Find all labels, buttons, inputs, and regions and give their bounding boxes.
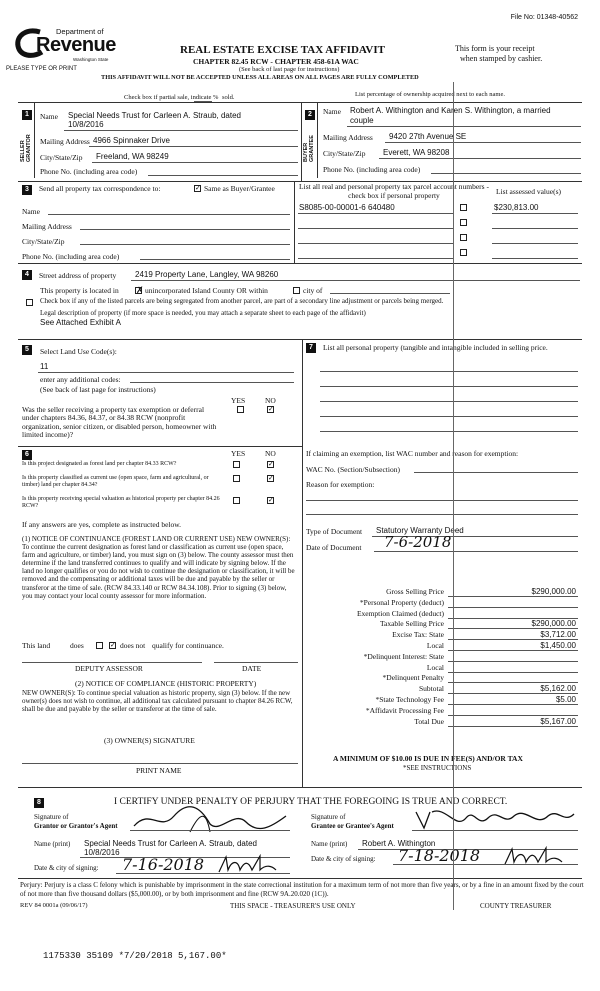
tax-row-label: Local (426, 663, 444, 672)
tax-row-label: Local (426, 641, 444, 650)
tax-row-label: Subtotal (418, 684, 444, 693)
corr-phone-field[interactable] (140, 259, 290, 260)
exemption-no-checkbox[interactable]: ✓ (268, 405, 274, 413)
personal-property-checkbox-1[interactable] (460, 204, 467, 211)
tax-row-label: Taxable Selling Price (379, 619, 444, 628)
tax-row-label: *Delinquent Interest: State (363, 652, 444, 661)
buyer-name-value[interactable]: Robert A. Withington and Karen S. Withington, a married (350, 106, 551, 115)
current-use-yes-checkbox[interactable] (233, 475, 240, 482)
deputy-assessor-sig-line[interactable] (22, 662, 202, 663)
tax-row-line (448, 650, 578, 651)
tax-row-line (448, 628, 578, 629)
tax-row-label: Total Due (414, 717, 444, 726)
tax-row-value[interactable]: $5,162.00 (540, 684, 576, 693)
same-as-buyer-checkbox[interactable]: ✓ (195, 184, 201, 192)
ownership-note: List percentage of ownership acquired next to each name. (355, 91, 505, 98)
county-treasurer-label: COUNTY TREASURER (480, 902, 552, 910)
tax-row-label: Excise Tax: State (392, 630, 444, 639)
type-or-print: PLEASE TYPE OR PRINT (6, 66, 77, 72)
does-not-qualify-checkbox[interactable]: ✓ (110, 641, 116, 649)
tax-row-label: *Delinquent Penalty (382, 673, 444, 682)
tax-row-value[interactable]: $5,167.00 (540, 717, 576, 726)
file-number: File No: 01348-40562 (510, 14, 578, 21)
tax-row-value[interactable]: $290,000.00 (531, 587, 576, 596)
tax-row-value[interactable]: $3,712.00 (540, 630, 576, 639)
tax-row-line (448, 726, 578, 727)
partial-sale-label: Check box if partial sale, indicate % (124, 94, 219, 101)
buyer-mailing-value[interactable]: 9420 27th Avenue SE (389, 132, 467, 141)
grantee-signing-date[interactable]: 7-18-2018 (398, 846, 481, 865)
tax-row-line (448, 661, 578, 662)
form-title: REAL ESTATE EXCISE TAX AFFIDAVIT (180, 44, 385, 56)
tax-row-label: *State Technology Fee (375, 695, 444, 704)
personal-property-checkbox-2[interactable] (460, 219, 467, 226)
current-use-no-checkbox[interactable]: ✓ (268, 474, 274, 482)
seller-city-value[interactable]: Freeland, WA 98249 (96, 152, 169, 161)
form-revision-number: REV 84 0001a (09/06/17) (20, 902, 88, 909)
forest-no-checkbox[interactable]: ✓ (268, 460, 274, 468)
grantee-print-name[interactable]: Robert A. Withington (362, 839, 436, 848)
tax-row-line (448, 715, 578, 716)
seller-name-value-2[interactable]: 10/8/2016 (68, 120, 104, 129)
segregated-checkbox[interactable] (26, 299, 33, 306)
receipt-note-1: This form is your receipt (455, 44, 535, 53)
parcels-header: List all real and personal property tax parcel account numbers - check box if personal property (299, 182, 489, 200)
see-back-note: (See back of last page for instructions) (239, 66, 340, 73)
city-of-field[interactable] (330, 293, 450, 294)
tax-row-value[interactable]: $5.00 (555, 695, 576, 704)
tax-row-label: *Affidavit Processing Fee (365, 706, 444, 715)
land-use-code-value[interactable]: 11 (40, 362, 49, 371)
assessed-header: List assessed value(s) (496, 187, 561, 196)
notice-of-continuance: (1) NOTICE OF CONTINUANCE (FOREST LAND OR CURRENT USE) NEW OWNER(S): To continue the current designation as forest land or classification as current use (open space, farm and agriculture, or timber) land, you must sign on (3) below. The county assessor must then determine if the land transferred continues to qualify and will indicate by signing below. If the land no longer qualifies or you do not wish to continue the designation or classification, it will be removed and the compensating or additional taxes will be due and payable by the seller or transferor at the time of sale. (RCW 84.33.140 or RCW 84.34.108). Prior to signing (3) below, you may contact your local county assessor for more information. (22, 535, 295, 600)
exemption-reason-line-2[interactable] (306, 514, 578, 515)
buyer-city-value[interactable]: Everett, WA 98208 (383, 148, 450, 157)
forest-yes-checkbox[interactable] (233, 461, 240, 468)
notice-of-compliance-title: (2) NOTICE OF COMPLIANCE (HISTORIC PROPERTY) (75, 679, 257, 688)
tax-row-line (448, 693, 578, 694)
wac-number-field[interactable] (414, 472, 578, 473)
warning-line: THIS AFFIDAVIT WILL NOT BE ACCEPTED UNLESS ALL AREAS ON ALL PAGES ARE FULLY COMPLETED (101, 74, 419, 81)
exemption-yes-checkbox[interactable] (237, 406, 244, 413)
unincorporated-checkbox[interactable]: ✗ (136, 286, 144, 296)
form-chapter: CHAPTER 82.45 RCW - CHAPTER 458-61A WAC (193, 57, 359, 66)
grantor-print-name-2[interactable]: 10/8/2016 (84, 848, 120, 857)
minimum-fee-note: A MINIMUM OF $10.00 IS DUE IN FEE(S) AND/OR TAX (333, 754, 523, 763)
buyer-name-value-2[interactable]: couple (350, 116, 374, 125)
corr-mailing-field[interactable] (80, 229, 290, 230)
personal-property-checkbox-3[interactable] (460, 234, 467, 241)
perjury-notice: Perjury: Perjury is a class C felony which is punishable by imprisonment in the state correctional institution for a maximum term of not more than five years, or by a fine in an amount fixed by the court of not more than five thousand dollars ($5,000.00), or by both imprisonment and fine (RCW 9A.20.020 (1C)). (20, 881, 584, 898)
grantee-signature[interactable] (412, 804, 577, 836)
tax-row-line (448, 607, 578, 608)
city-of-checkbox[interactable] (293, 287, 300, 294)
tax-row-line (448, 639, 578, 640)
treasurer-use-only: THIS SPACE - TREASURER'S USE ONLY (230, 902, 356, 910)
seller-mailing-value[interactable]: 4966 Spinnaker Drive (93, 136, 170, 145)
grantor-print-name[interactable]: Special Needs Trust for Carleen A. Straub, dated (84, 839, 257, 848)
tax-row-label: Exemption Claimed (deduct) (356, 609, 444, 618)
does-qualify-checkbox[interactable] (96, 642, 103, 649)
notice-of-compliance: NEW OWNER(S): To continue special valuation as historic property, sign (3) below. If the new owner(s) does not wish to continue, all additional tax calculated pursuant to chapter 84.26 RCW, shall be due and payable by the seller or transferor at the time of sale. (22, 689, 293, 714)
seller-phone-field[interactable] (148, 175, 298, 176)
tax-row-value[interactable]: $1,450.00 (540, 641, 576, 650)
seller-name-value[interactable]: Special Needs Trust for Carleen A. Straub, dated (68, 111, 241, 120)
tax-row-line (448, 596, 578, 597)
receipt-note-2: when stamped by cashier. (460, 54, 543, 63)
street-address-value[interactable]: 2419 Property Lane, Langley, WA 98260 (135, 270, 279, 279)
assessed-value[interactable]: $230,813.00 (494, 203, 539, 212)
historic-no-checkbox[interactable]: ✓ (268, 496, 274, 504)
tax-row-line (448, 682, 578, 683)
exemption-reason-line-1[interactable] (306, 500, 578, 501)
parcel-number-value[interactable]: S8085-00-00001-6 640480 (299, 203, 395, 212)
corr-name-field[interactable] (48, 214, 290, 215)
historic-yes-checkbox[interactable] (233, 497, 240, 504)
corr-city-field[interactable] (80, 244, 290, 245)
tax-row-line (448, 672, 578, 673)
additional-codes-field[interactable] (130, 382, 294, 383)
tax-row-label: *Personal Property (deduct) (359, 598, 444, 607)
tax-row-line (448, 704, 578, 705)
legal-description-value[interactable]: See Attached Exhibit A (40, 318, 121, 327)
grantor-signing-date[interactable]: 7-16-2018 (122, 855, 205, 874)
cashier-receipt-stamp: 1175330 35109 *7/20/2018 5,167.00* (43, 951, 227, 961)
certification-statement: I CERTIFY UNDER PENALTY OF PERJURY THAT THE FOREGOING IS TRUE AND CORRECT. (114, 797, 508, 807)
see-instructions: *SEE INSTRUCTIONS (403, 764, 472, 772)
tax-row-label: Gross Selling Price (386, 587, 444, 596)
personal-property-checkbox-4[interactable] (460, 249, 467, 256)
doc-date-value[interactable]: 7-6-2018 (384, 533, 452, 551)
owner-sig-line[interactable] (22, 763, 298, 764)
deputy-date-line[interactable] (214, 662, 298, 663)
tax-row-value[interactable]: $290,000.00 (531, 619, 576, 628)
doc-type-value[interactable]: Statutory Warranty Deed (376, 526, 464, 535)
